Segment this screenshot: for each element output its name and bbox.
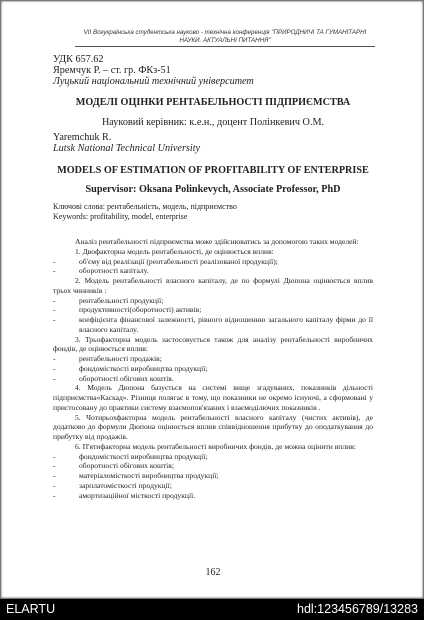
list-item: - матеріаломісткості виробництва продукції; [53,471,373,481]
model-6-heading: 6. П'ятифакторна модель рентабельності виробничих фондів, де можна оцінити вплив: [75,441,356,451]
list-item: - об'єму від реалізації (рентабельності реалізованої продукції); [53,257,373,267]
list-item: - рентабельності продукції; [53,296,373,306]
model-4-paragraph: 4. Модель Дюпона базується на системі вище згадуваних, показників дільності підприємства«Каскад». Різниця полягає в тому, що показники не окремо існуючі, а сформовані у пристосовану до практики систему взаємопов'язаних і взаємоділючих показників . [53,383,373,412]
list-item: - амортизаційної місткості продукції. [53,491,373,501]
keywords-ua: Ключові слова: рентабельність, модель, підприємство [53,202,237,211]
article-body [53,237,373,500]
viewer-footer [0,599,424,620]
list-item: - оборотності обігових коштів; [53,461,373,471]
list-item: - оборотності капіталу. [53,266,373,276]
author-ua: Яремчук Р. – ст. гр. ФКз-51 [53,65,171,76]
list-item: - фондомісткості виробництва продукції; [53,364,373,374]
list-item: - продуктивності(оборотності) активів; [53,305,373,315]
handle-link[interactable]: hdl:123456789/13283 [297,602,418,616]
model-5-paragraph: 5. Чотирьохфакторна модель рентабельності власного капіталу (чистих активів), де додатково до формули Дюпона оцінюється вплив співвідношення прибутку до оподаткування до прибутку від продажів. [53,412,373,441]
supervisor-ua: Науковий керівник: к.е.н., доцент Полінкевич О.М. [101,117,325,128]
list-item: - рентабельності продажів; [53,354,373,364]
page-number: 162 [205,567,221,578]
university-ua: Луцький національний технічний університет [53,76,254,87]
keywords-en: Keywords: profitability, model, enterprise [53,212,188,221]
udc-code: УДК 657.62 [53,54,104,65]
list-item: - зарплатомісткості продукції; [53,481,373,491]
list-item: - оборотності обігових коштів. [53,374,373,384]
list-item: - коефіцієнта фінансової залежності, рівного відношенню загального капіталу фірми до її власного капіталу. [53,315,373,335]
title-ua: МОДЕЛІ ОЦІНКИ РЕНТАБЕЛЬНОСТІ ПІДПРИЄМСТВА [75,97,351,108]
model-2-heading: 2. Модель рентабельності власного капіталу, де по формулі Дюпона оцінюється вплив трьох чинників : [53,276,373,295]
list-item: - фондомісткості виробництва продукції; [53,452,373,462]
university-en: Lutsk National Technical University [53,143,201,154]
supervisor-en: Supervisor: Oksana Polinkevych, Associate Professor, PhD [85,184,341,195]
repository-name: ELARTU [6,602,56,616]
model-3-heading: 3. Трьофакторна модель застосовується також для аналізу рентабельності виробничих фондів, де оцінюється вплив: [53,334,373,354]
model-1-heading: 1. Двофакторна модель рентабельності, де оцінюється вплив: [75,246,274,256]
title-en: MODELS OF ESTIMATION OF PROFITABILITY OF ENTERPRISE [57,165,369,176]
author-en: Yaremchuk R. [53,132,112,143]
intro-paragraph: Аналіз рентабельності підприємства може здійснюватись за допомогою таких моделей: [75,237,359,246]
conference-header: VII Всеукраїнська студентська науково - технічна конференція "ПРИРОДНИЧІ ТА ГУМАНІТАРНІ НАУКИ. АКТУАЛЬНІ ПИТАННЯ" [75,29,375,47]
